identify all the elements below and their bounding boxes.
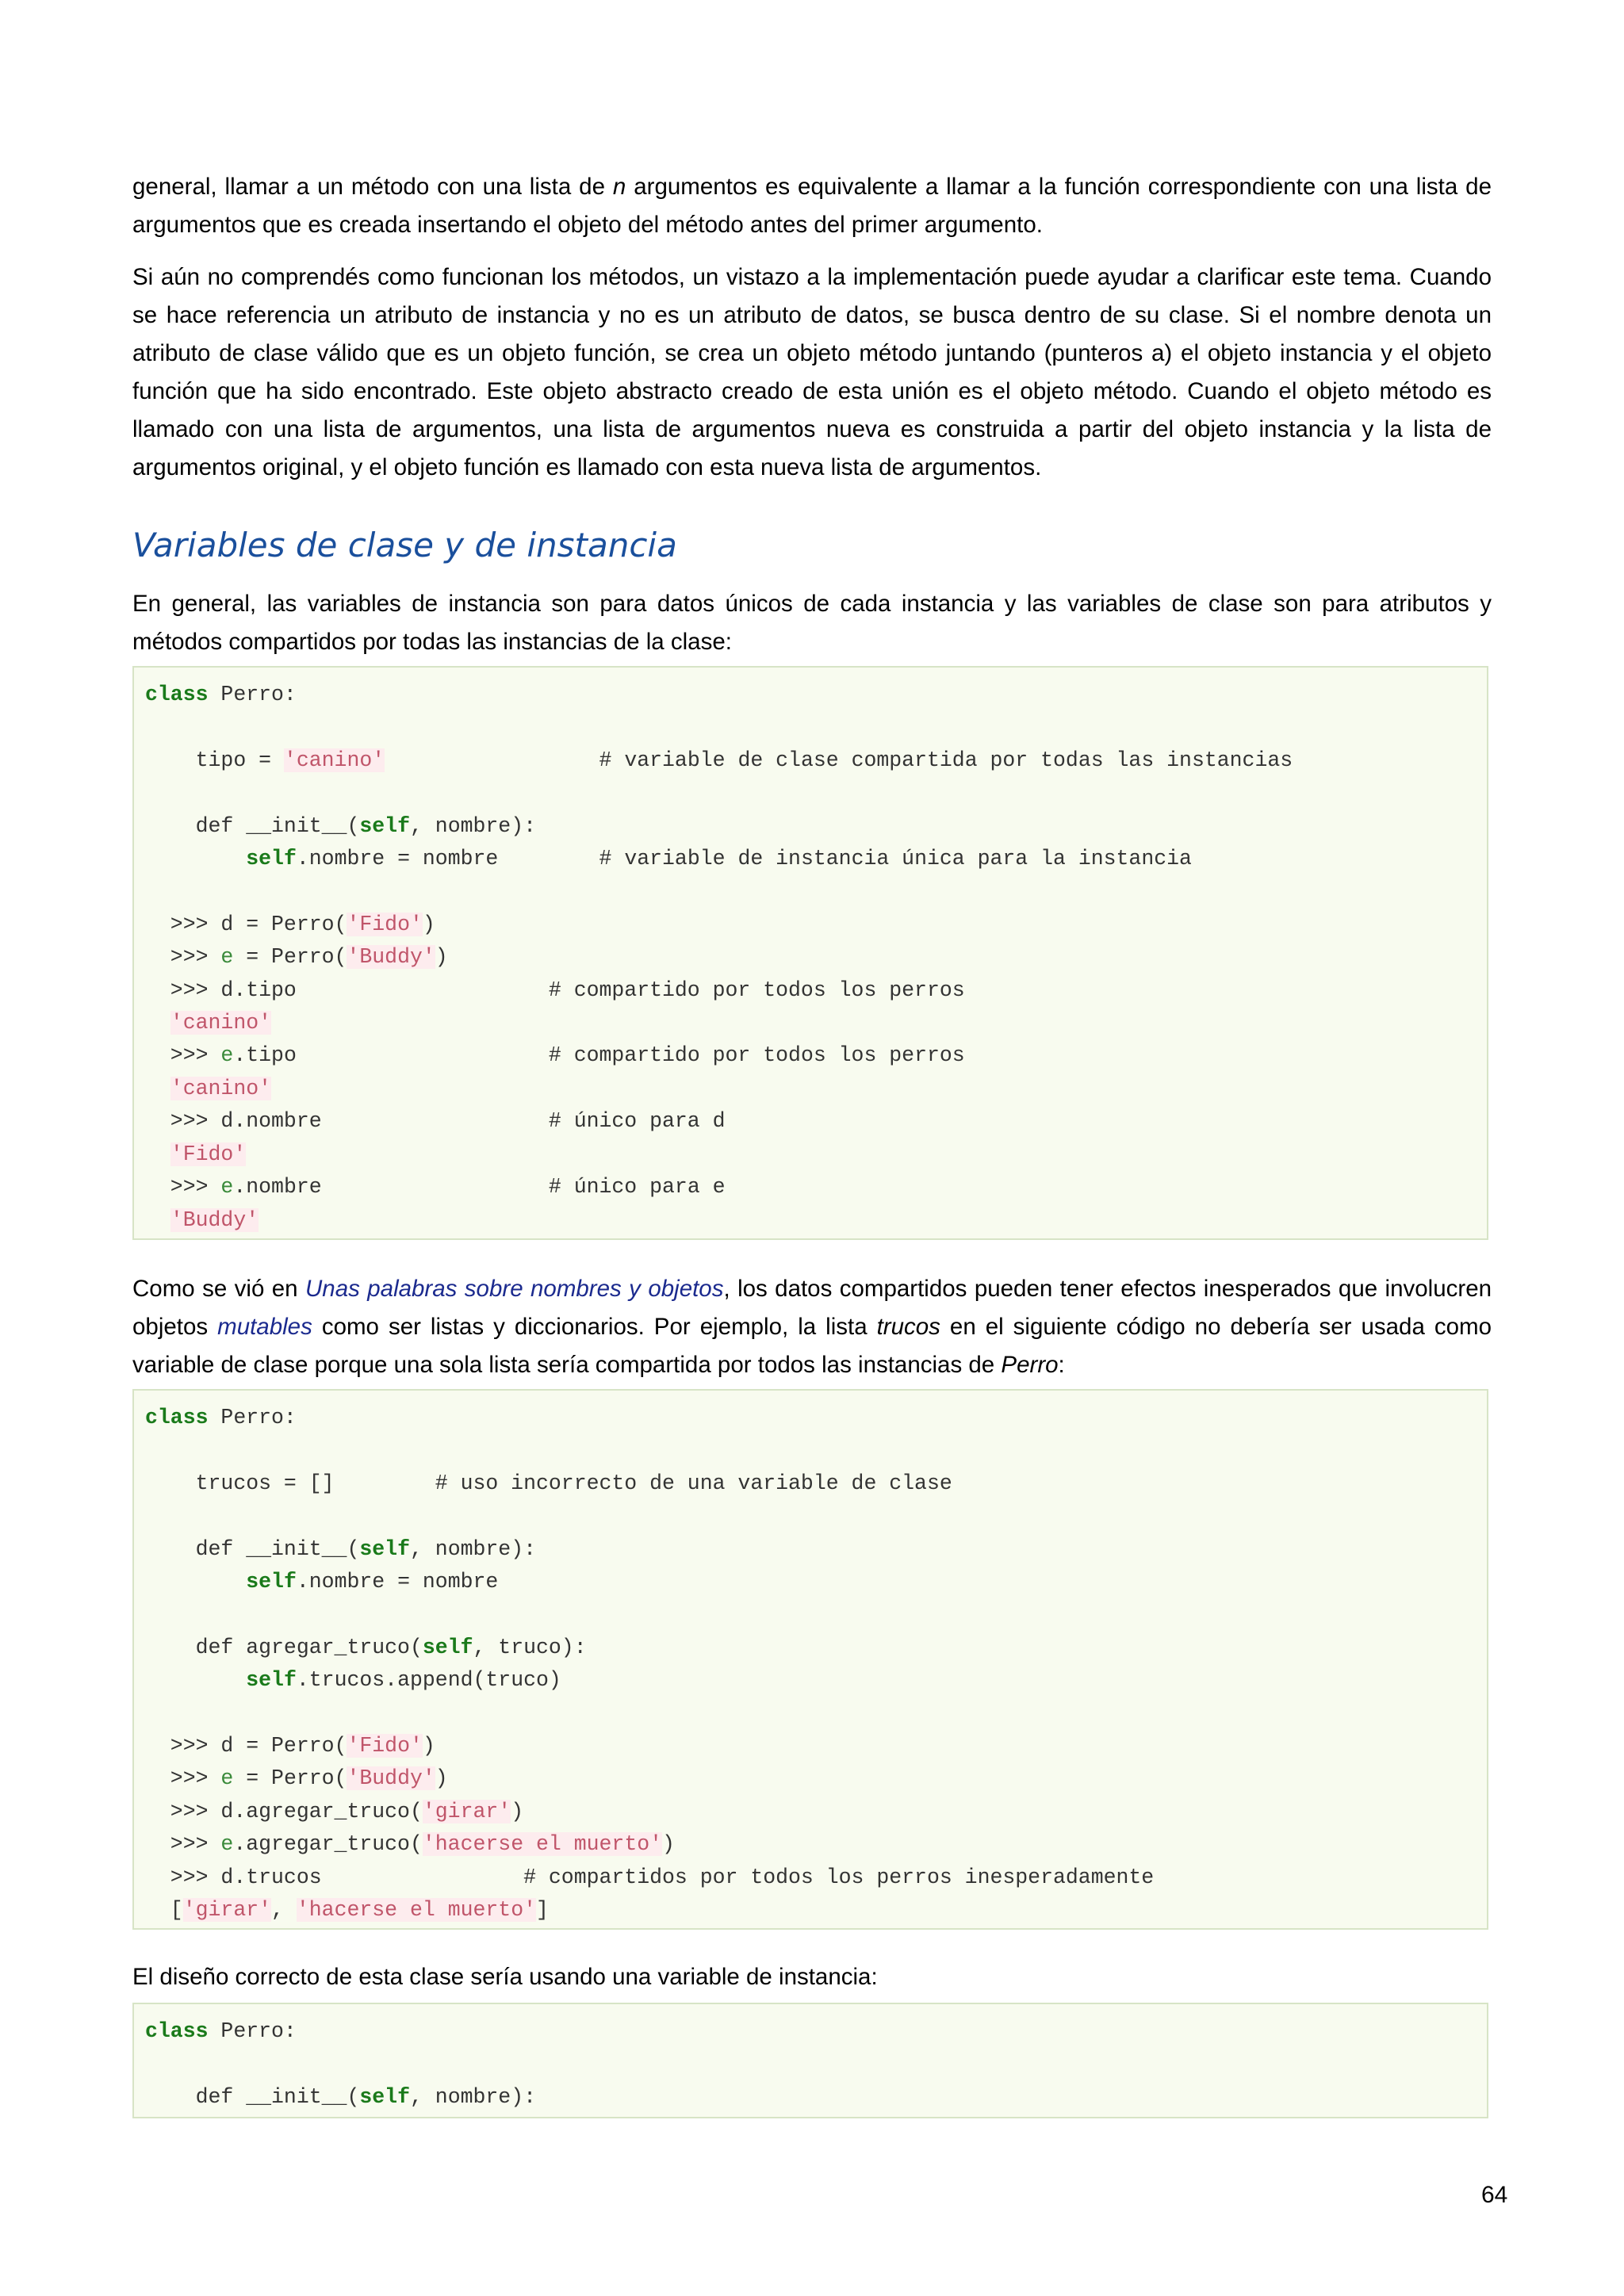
- text-run: como ser listas y diccionarios. Por ejemplo, la lista: [312, 1314, 877, 1340]
- paragraph-methods-implementation: Si aún no comprendés como funcionan los métodos, un vistazo a la implementación puede ayudar a clarificar este tema. Cuando se hace referencia un atributo de instancia y no es un atributo de datos, se busca dentro de su clase. Si el nombre denota un atributo de clase válido que es un objeto función, se crea un objeto método juntando (punteros a) el objeto instancia y el objeto función que ha sido encontrado. Este objeto abstracto creado de esta unión es el objeto método. Cuando el objeto método es llamado con una lista de argumentos, una lista de argumentos nueva es construida a partir del objeto instancia y la lista de argumentos original, y el objeto función es llamado con esta nueva lista de argumentos.: [132, 264, 1492, 480]
- code-text: # variable de clase compartida por todas las instancias: [385, 748, 1293, 772]
- code-text: >>>: [145, 1832, 221, 1857]
- page-number: 64: [1481, 2182, 1508, 2208]
- code-text: ]: [536, 1898, 549, 1923]
- text-run: :: [1058, 1352, 1065, 1378]
- code-text: [145, 1077, 170, 1100]
- code-text: [145, 1668, 246, 1692]
- code-string: 'Buddy': [347, 1766, 435, 1791]
- code-text: .trucos.append(truco): [296, 1668, 561, 1693]
- code-text: def __init__(: [145, 2084, 360, 2109]
- code-block-perro-tipo: [132, 666, 1488, 1240]
- code-variable: e: [220, 1043, 234, 1068]
- paragraph-correct-design: El diseño correcto de esta clase sería usando una variable de instancia:: [132, 1964, 878, 1990]
- code-variable: e: [220, 945, 234, 970]
- code-line: [145, 1109, 726, 1133]
- code-text: .nombre # único para e: [233, 1175, 726, 1200]
- code-string: 'Buddy': [170, 1207, 259, 1232]
- code-text: ): [435, 945, 448, 970]
- code-line: [145, 1406, 297, 1429]
- text-run-italic: Perro: [1001, 1352, 1059, 1378]
- code-text: >>> d = Perro(: [145, 1734, 347, 1758]
- code-text: [145, 1208, 170, 1232]
- code-string: 'Fido': [170, 1142, 247, 1166]
- code-text: >>> d.trucos # compartidos por todos los perros inesperadamente: [145, 1865, 1155, 1889]
- code-keyword: self: [246, 1668, 297, 1693]
- code-keyword: self: [359, 1536, 410, 1561]
- code-string: 'Fido': [347, 912, 423, 936]
- text-run: en el siguiente código no debería ser usada como variable de clase porque una sola lista sería compartida por todos las instancias de: [132, 1314, 1492, 1378]
- code-keyword: self: [422, 1635, 473, 1659]
- code-keyword: self: [359, 813, 410, 838]
- code-line: [145, 1636, 587, 1659]
- code-text: .nombre = nombre # variable de instancia única para la instancia: [296, 847, 1192, 871]
- code-text: = Perro(: [233, 1766, 347, 1791]
- paragraph-methods-args: [132, 168, 1492, 244]
- code-text: trucos = [] # uso incorrecto de una variable de clase: [145, 1471, 952, 1495]
- code-text: Perro:: [208, 683, 297, 706]
- code-text: ): [422, 912, 435, 936]
- code-text: ): [662, 1832, 675, 1857]
- code-line: [145, 1175, 726, 1199]
- text-run-italic: trucos: [876, 1314, 940, 1340]
- code-text: >>> d.nombre # único para d: [145, 1109, 726, 1134]
- code-text: >>> d.agregar_truco(: [145, 1799, 423, 1823]
- code-keyword: class: [145, 1406, 209, 1429]
- code-keyword: class: [145, 683, 209, 706]
- code-text: ): [422, 1734, 435, 1758]
- code-string: 'canino': [170, 1076, 272, 1100]
- code-text: [145, 847, 246, 871]
- code-text: = Perro(: [233, 945, 347, 970]
- code-keyword: self: [359, 2084, 410, 2109]
- section-heading: Variables de clase y de instancia: [132, 526, 677, 564]
- code-string: 'canino': [170, 1011, 272, 1035]
- code-block-perro-correct: [132, 2003, 1488, 2118]
- code-line: [145, 978, 965, 1002]
- code-text: >>>: [145, 1175, 221, 1200]
- code-line: [145, 1570, 498, 1594]
- code-line: [145, 1077, 271, 1100]
- code-text: .agregar_truco(: [233, 1832, 423, 1857]
- code-block-perro-trucos: [132, 1389, 1488, 1930]
- code-line: [145, 1537, 536, 1561]
- code-string: 'hacerse el muerto': [422, 1832, 663, 1857]
- code-line: [145, 1866, 1154, 1889]
- code-text: >>>: [145, 1043, 221, 1068]
- code-text: ): [511, 1799, 524, 1823]
- code-text: [145, 1570, 246, 1594]
- code-text: >>>: [145, 1766, 221, 1791]
- link-nombres-objetos[interactable]: Unas palabras sobre nombres y objetos: [304, 1276, 724, 1302]
- code-text: Perro:: [208, 2019, 297, 2043]
- code-line: [145, 2019, 297, 2043]
- code-line: [145, 814, 536, 838]
- code-line: [145, 1471, 952, 1495]
- code-text: [145, 1011, 170, 1035]
- code-line: [145, 945, 448, 969]
- text-run: , los datos compartidos pueden tener efectos inesperados que involucren objetos: [132, 1276, 1492, 1340]
- code-text: , nombre):: [409, 2084, 537, 2109]
- code-text: >>>: [145, 945, 221, 970]
- code-string: 'Fido': [347, 1734, 423, 1758]
- code-text: [: [145, 1898, 183, 1923]
- code-variable: e: [220, 1832, 234, 1857]
- code-text: def __init__(: [145, 1536, 360, 1561]
- code-text: ): [435, 1766, 448, 1791]
- code-line: [145, 847, 1192, 871]
- code-string: 'Buddy': [347, 945, 435, 970]
- code-text: >>> d = Perro(: [145, 912, 347, 936]
- code-string: 'girar': [422, 1799, 511, 1823]
- link-mutables[interactable]: mutables: [217, 1314, 312, 1340]
- code-line: [145, 1734, 435, 1758]
- code-text: >>> d.tipo # compartido por todos los perros: [145, 978, 965, 1002]
- code-keyword: self: [246, 847, 297, 871]
- code-keyword: class: [145, 2019, 209, 2043]
- code-line: [145, 1898, 549, 1922]
- code-text: ,: [271, 1898, 297, 1923]
- code-text: def __init__(: [145, 813, 360, 838]
- code-variable: e: [220, 1175, 234, 1200]
- text-run: general, llamar a un método con una lista de: [132, 174, 613, 200]
- code-line: [145, 913, 435, 936]
- code-string: 'hacerse el muerto': [296, 1898, 537, 1923]
- code-text: tipo =: [145, 748, 284, 772]
- paragraph-shared-data: [132, 1270, 1492, 1384]
- code-line: [145, 2085, 536, 2109]
- text-run: Como se vió en: [132, 1276, 305, 1302]
- text-run-italic: n: [612, 174, 626, 200]
- text-run: argumentos es equivalente a llamar a la función correspondiente con una lista de argumentos que es creada insertando el objeto del método antes del primer argumento.: [132, 174, 1492, 238]
- code-line: [145, 748, 1293, 772]
- code-text: , nombre):: [409, 813, 537, 838]
- code-string: 'girar': [182, 1898, 272, 1923]
- code-line: [145, 1142, 246, 1166]
- code-variable: e: [220, 1766, 234, 1791]
- code-line: [145, 1011, 271, 1035]
- code-keyword: self: [246, 1570, 297, 1594]
- code-line: [145, 1668, 561, 1692]
- code-text: .nombre = nombre: [296, 1570, 499, 1594]
- code-text: [145, 1142, 170, 1166]
- paragraph-class-instance-vars: En general, las variables de instancia son para datos únicos de cada instancia y las variables de clase son para atributos y métodos compartidos por todas las instancias de la clase:: [132, 591, 1492, 655]
- code-text: def agregar_truco(: [145, 1635, 423, 1659]
- code-text: Perro:: [208, 1406, 297, 1429]
- code-text: , nombre):: [409, 1536, 537, 1561]
- code-text: .tipo # compartido por todos los perros: [233, 1043, 965, 1068]
- code-line: [145, 683, 297, 706]
- code-string: 'canino': [283, 748, 385, 772]
- code-line: [145, 1766, 448, 1790]
- code-line: [145, 1800, 523, 1823]
- code-line: [145, 1208, 259, 1232]
- code-line: [145, 1832, 675, 1856]
- code-line: [145, 1043, 965, 1067]
- code-text: , truco):: [473, 1635, 587, 1659]
